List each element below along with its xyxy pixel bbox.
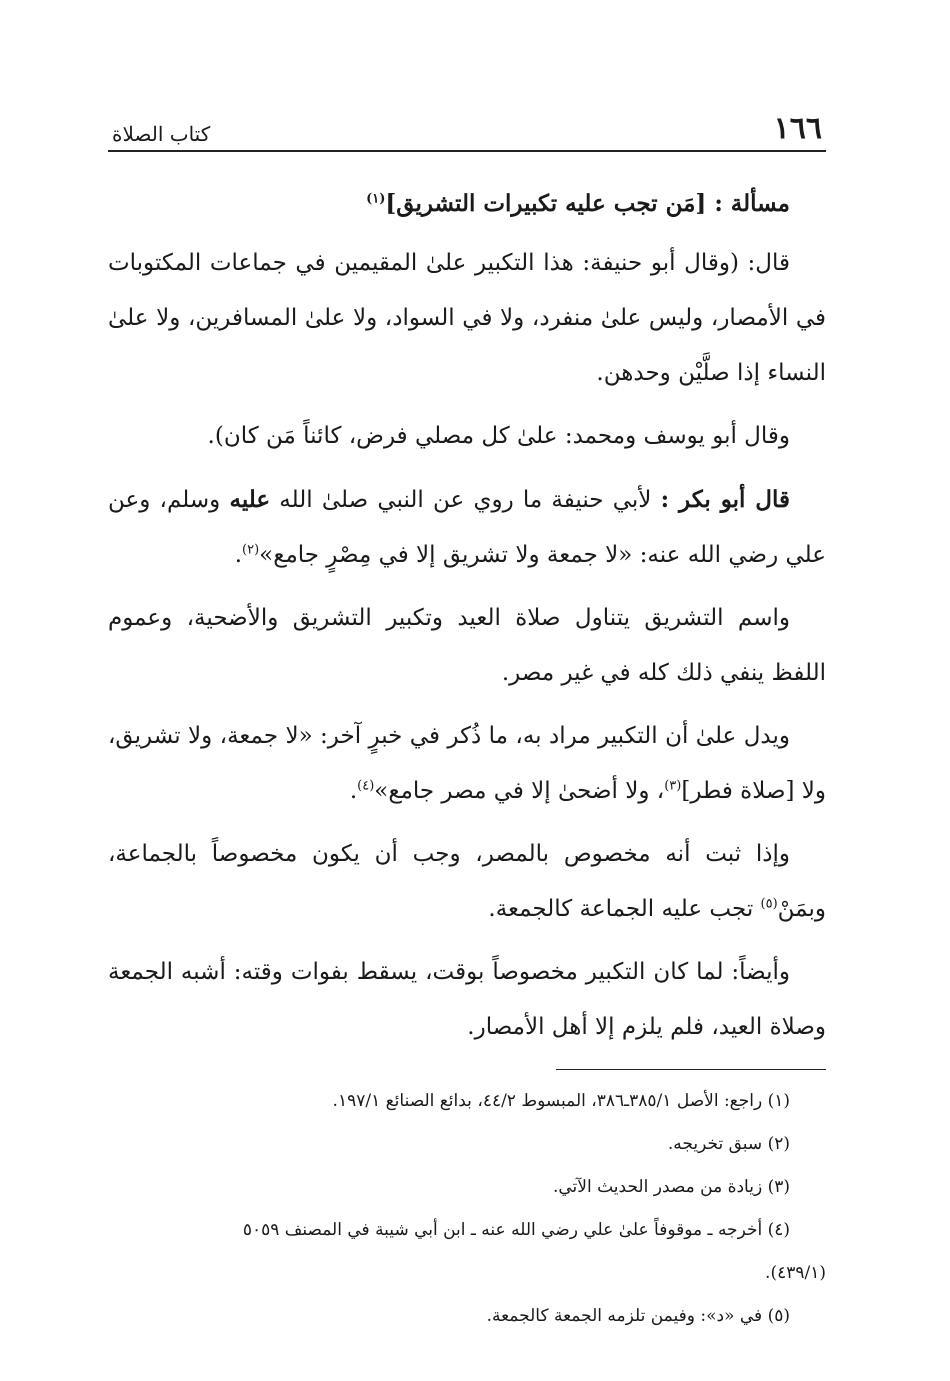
heading-label: مسألة : xyxy=(714,190,790,217)
footnote-ref: (٣) xyxy=(664,778,682,794)
footnote-separator xyxy=(556,1069,826,1070)
paragraph-lead: قال أبو بكر : xyxy=(660,486,790,513)
paragraph-text: . xyxy=(349,778,358,804)
heading-title: [مَن تجب عليه تكبيرات التشريق] xyxy=(385,190,707,217)
paragraph-text: ويدل علىٰ أن التكبير مراد به، ما ذُكر في خبرٍ آخر: «لا جمعة، ولا تشريق، ولا [صلاة فطر] xyxy=(108,723,826,804)
page-header xyxy=(108,110,826,152)
footnote-5: (٥) في «د»: وفيمن تلزمه الجمعة كالجمعة. xyxy=(486,1306,790,1326)
footnote-ref: (٢) xyxy=(242,542,260,558)
footnote-4-continuation: (٤٣٩/١). xyxy=(765,1263,826,1283)
section-heading xyxy=(108,178,826,230)
paragraph-text: . xyxy=(234,542,242,568)
running-title: كتاب الصلاة xyxy=(112,122,211,146)
paragraph-text: وسلم، وعن علي رضي الله عنه: «لا جمعة ولا تشريق إلا في مِصْرٍ جامع» xyxy=(108,487,826,568)
paragraph-4: واسم التشريق يتناول صلاة العيد وتكبير التشريق والأضحية، وعموم اللفظ ينفي ذلك كله في غير مصر. xyxy=(108,605,826,686)
footnote-3: (٣) زيادة من مصدر الحديث الآتي. xyxy=(552,1177,790,1197)
footnote-ref: (٤) xyxy=(357,778,375,794)
paragraph-text: لأبي حنيفة ما روي عن النبي صلىٰ الله xyxy=(270,487,661,513)
book-page xyxy=(108,110,826,1338)
footnote-2: (٢) سبق تخريجه. xyxy=(667,1134,790,1154)
page-number: ١٦٦ xyxy=(773,111,822,146)
footnote-4: (٤) أخرجه ـ موقوفاً علىٰ علي رضي الله عنه ـ ابن أبي شيبة في المصنف ٥٠٥٩ xyxy=(242,1220,790,1240)
paragraph-5 xyxy=(108,709,826,819)
paragraph-2: وقال أبو يوسف ومحمد: علىٰ كل مصلي فرض، كائناً مَن كان). xyxy=(207,423,790,449)
paragraph-text: وإذا ثبت أنه مخصوص بالمصر، وجب أن يكون مخصوصاً بالجماعة، وبمَنْ xyxy=(108,841,826,922)
footnotes xyxy=(108,1080,826,1338)
paragraph-6 xyxy=(108,827,826,937)
paragraph-text: ، ولا أضحىٰ إلا في مصر جامع» xyxy=(374,778,665,804)
paragraph-emphasis: عليه xyxy=(229,486,271,513)
paragraph-text: تجب عليه الجماعة كالجمعة. xyxy=(488,896,761,922)
footnote-ref: (٥) xyxy=(760,896,778,912)
paragraph-3 xyxy=(108,472,826,583)
paragraph-1: قال: (وقال أبو حنيفة: هذا التكبير علىٰ المقيمين في جماعات المكتوبات في الأمصار، وليس علىٰ منفرد، ولا في السواد، ولا علىٰ المسافرين، ولا علىٰ النساء إذا صلَّيْن وحدهن. xyxy=(108,250,826,386)
footnote-1: (١) راجع: الأصل ٣٨٥/١ـ٣٨٦، المبسوط ٤٤/٢، بدائع الصنائع ١٩٧/١. xyxy=(332,1091,790,1111)
footnote-ref: (١) xyxy=(366,191,386,207)
footnote-separator-wrap xyxy=(108,1063,826,1080)
paragraph-7: وأيضاً: لما كان التكبير مخصوصاً بوقت، يسقط بفوات وقته: أشبه الجمعة وصلاة العيد، فلم يلزم إلا أهل الأمصار. xyxy=(108,959,826,1040)
body-text xyxy=(108,178,826,1055)
